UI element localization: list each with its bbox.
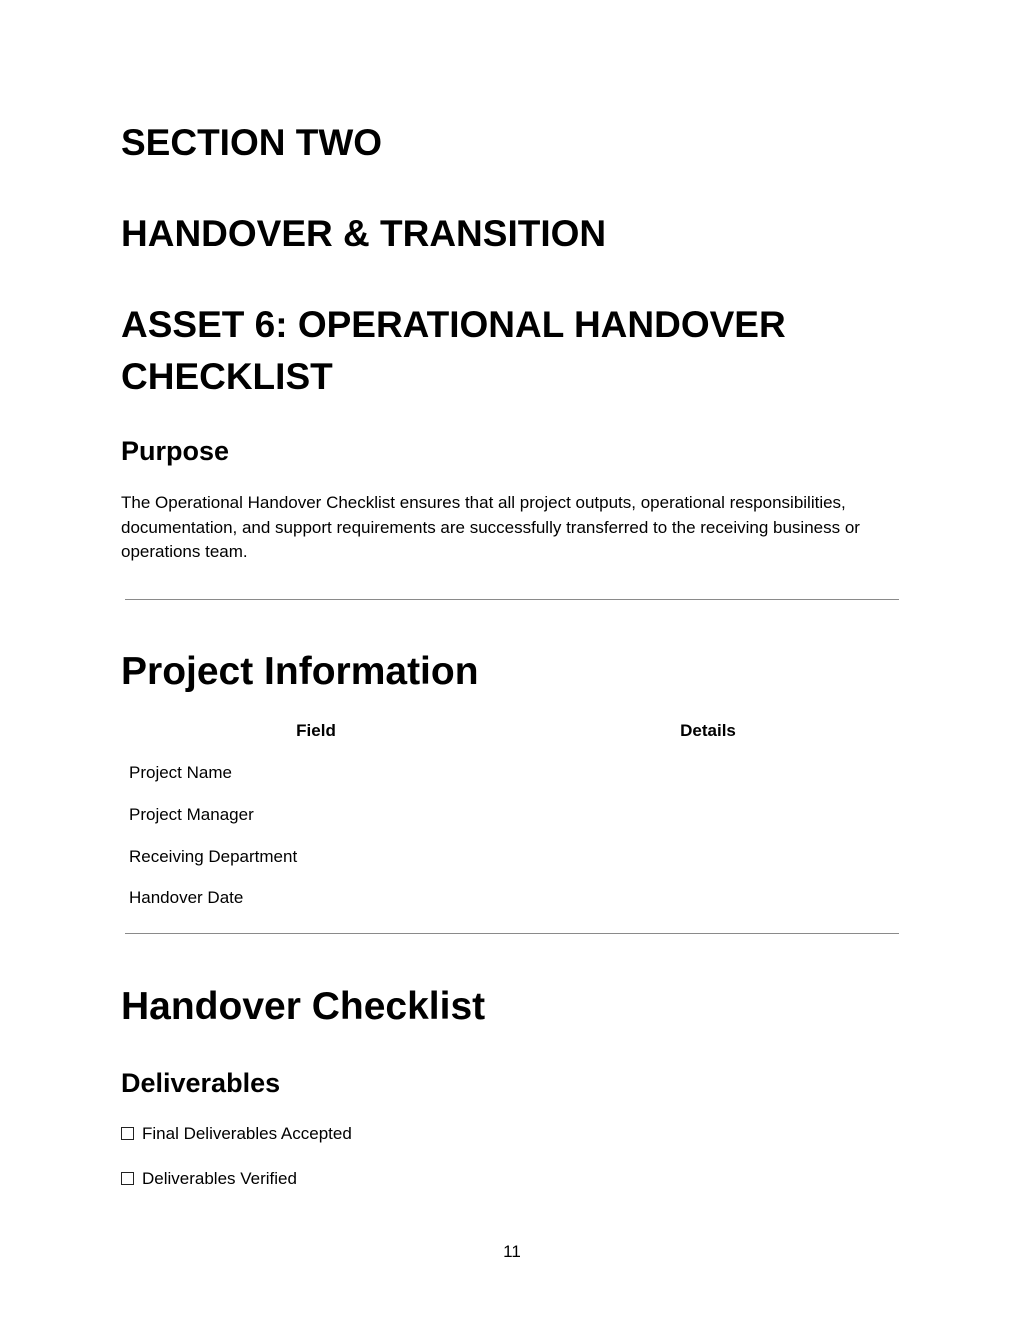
handover-checklist-heading: Handover Checklist [121,985,486,1028]
project-info-heading: Project Information [121,650,479,693]
checklist-item[interactable] [121,1123,352,1145]
table-row-field: Handover Date [129,888,244,907]
deliverables-heading: Deliverables [121,1068,281,1098]
column-header-details: Details [680,721,736,740]
checklist-item[interactable] [121,1168,297,1190]
asset-heading-line1: ASSET 6: OPERATIONAL HANDOVER [121,304,786,345]
divider [125,933,899,934]
table-row-field: Project Manager [129,805,254,824]
table-row-field: Receiving Department [129,847,298,866]
checkbox-icon[interactable] [121,1172,134,1185]
checklist-item-label: Deliverables Verified [142,1169,297,1188]
table-row-field: Project Name [129,763,232,782]
page-number: 11 [503,1242,521,1261]
checkbox-icon[interactable] [121,1127,134,1140]
column-header-field: Field [296,721,336,740]
purpose-heading: Purpose [121,436,230,466]
divider [125,599,899,600]
checklist-item-label: Final Deliverables Accepted [142,1124,352,1143]
topic-heading: HANDOVER & TRANSITION [121,213,607,254]
purpose-text: The Operational Handover Checklist ensures that all project outputs, operational responsibilities, documentation, and support requirements are successfully transferred to the receiving business or operations team. [121,493,860,561]
asset-heading-line2: CHECKLIST [121,356,333,397]
section-heading: SECTION TWO [121,122,383,163]
